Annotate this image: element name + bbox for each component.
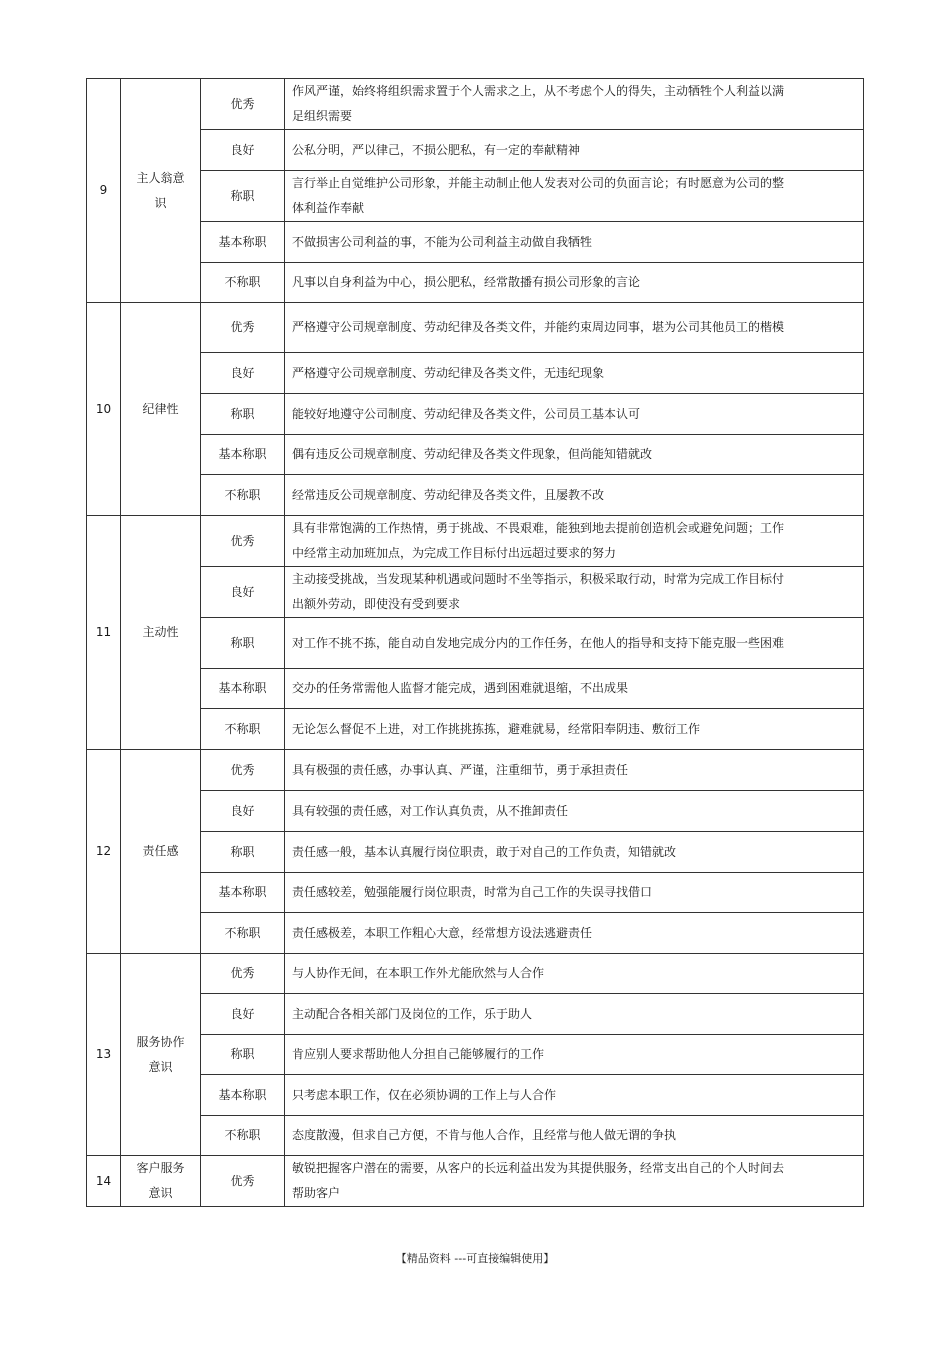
level-label: 良好 bbox=[201, 353, 285, 394]
table-row bbox=[87, 222, 864, 263]
level-label: 良好 bbox=[201, 791, 285, 832]
level-label: 良好 bbox=[201, 130, 285, 171]
table-row bbox=[87, 873, 864, 913]
level-description: 与人协作无间，在本职工作外尤能欣然与人合作 bbox=[285, 954, 864, 994]
level-description: 凡事以自身利益为中心，损公肥私，经常散播有损公司形象的言论 bbox=[285, 263, 864, 303]
table-row bbox=[87, 303, 864, 353]
table-row bbox=[87, 435, 864, 475]
level-label: 不称职 bbox=[201, 1116, 285, 1156]
table-row bbox=[87, 171, 864, 222]
level-label: 基本称职 bbox=[201, 873, 285, 913]
evaluation-table bbox=[86, 78, 864, 1207]
item-name: 服务协作意识 bbox=[121, 954, 201, 1156]
item-number: 11 bbox=[87, 516, 121, 750]
level-label: 良好 bbox=[201, 994, 285, 1035]
level-description: 言行举止自觉维护公司形象，并能主动制止他人发表对公司的负面言论；有时愿意为公司的整体利益作奉献 bbox=[285, 171, 864, 222]
level-label: 优秀 bbox=[201, 79, 285, 130]
level-label: 优秀 bbox=[201, 750, 285, 791]
level-description: 责任感一般，基本认真履行岗位职责，敢于对自己的工作负责，知错就改 bbox=[285, 832, 864, 873]
table-row bbox=[87, 1035, 864, 1075]
table-row bbox=[87, 994, 864, 1035]
table-row bbox=[87, 263, 864, 303]
level-label: 不称职 bbox=[201, 475, 285, 516]
item-number: 14 bbox=[87, 1156, 121, 1207]
level-description: 不做损害公司利益的事，不能为公司利益主动做自我牺牲 bbox=[285, 222, 864, 263]
level-description: 态度散漫，但求自己方便，不肯与他人合作，且经常与他人做无谓的争执 bbox=[285, 1116, 864, 1156]
table-row bbox=[87, 1075, 864, 1116]
level-description: 对工作不挑不拣，能自动自发地完成分内的工作任务，在他人的指导和支持下能克服一些困难 bbox=[285, 618, 864, 669]
item-number: 10 bbox=[87, 303, 121, 516]
level-label: 优秀 bbox=[201, 954, 285, 994]
table-row bbox=[87, 954, 864, 994]
table-row bbox=[87, 750, 864, 791]
table-row bbox=[87, 1156, 864, 1207]
item-name: 客户服务意识 bbox=[121, 1156, 201, 1207]
level-description: 能较好地遵守公司制度、劳动纪律及各类文件，公司员工基本认可 bbox=[285, 394, 864, 435]
level-description: 主动接受挑战，当发现某种机遇或问题时不坐等指示，积极采取行动，时常为完成工作目标付出额外劳动，即使没有受到要求 bbox=[285, 567, 864, 618]
table-row bbox=[87, 394, 864, 435]
table-row bbox=[87, 913, 864, 954]
level-label: 基本称职 bbox=[201, 222, 285, 263]
table-row bbox=[87, 618, 864, 669]
level-description: 严格遵守公司规章制度、劳动纪律及各类文件，并能约束周边同事，堪为公司其他员工的楷模 bbox=[285, 303, 864, 353]
item-number: 13 bbox=[87, 954, 121, 1156]
level-description: 偶有违反公司规章制度、劳动纪律及各类文件现象，但尚能知错就改 bbox=[285, 435, 864, 475]
level-description: 责任感较差，勉强能履行岗位职责，时常为自己工作的失误寻找借口 bbox=[285, 873, 864, 913]
level-label: 称职 bbox=[201, 618, 285, 669]
level-label: 良好 bbox=[201, 567, 285, 618]
level-description: 主动配合各相关部门及岗位的工作，乐于助人 bbox=[285, 994, 864, 1035]
page-footer: 【精品资料 ---可直接编辑使用】 bbox=[395, 1252, 555, 1265]
table-row bbox=[87, 516, 864, 567]
level-label: 称职 bbox=[201, 832, 285, 873]
table-row bbox=[87, 832, 864, 873]
level-description: 敏锐把握客户潜在的需要，从客户的长远利益出发为其提供服务，经常支出自己的个人时间去帮助客户 bbox=[285, 1156, 864, 1207]
level-label: 基本称职 bbox=[201, 1075, 285, 1116]
level-description: 严格遵守公司规章制度、劳动纪律及各类文件，无违纪现象 bbox=[285, 353, 864, 394]
table-row bbox=[87, 669, 864, 709]
level-label: 不称职 bbox=[201, 263, 285, 303]
level-description: 公私分明，严以律己，不损公肥私，有一定的奉献精神 bbox=[285, 130, 864, 171]
item-name: 主动性 bbox=[121, 516, 201, 750]
level-description: 责任感极差，本职工作粗心大意，经常想方设法逃避责任 bbox=[285, 913, 864, 954]
item-number: 12 bbox=[87, 750, 121, 954]
level-label: 优秀 bbox=[201, 1156, 285, 1207]
level-description: 无论怎么督促不上进，对工作挑挑拣拣，避难就易，经常阳奉阴违、敷衍工作 bbox=[285, 709, 864, 750]
level-label: 基本称职 bbox=[201, 669, 285, 709]
level-description: 经常违反公司规章制度、劳动纪律及各类文件，且屡教不改 bbox=[285, 475, 864, 516]
level-label: 不称职 bbox=[201, 709, 285, 750]
item-name: 主人翁意识 bbox=[121, 79, 201, 303]
level-description: 交办的任务常需他人监督才能完成，遇到困难就退缩，不出成果 bbox=[285, 669, 864, 709]
level-description: 具有极强的责任感，办事认真、严谨，注重细节，勇于承担责任 bbox=[285, 750, 864, 791]
table-row bbox=[87, 567, 864, 618]
table-row bbox=[87, 475, 864, 516]
table-row bbox=[87, 130, 864, 171]
evaluation-table-body bbox=[87, 79, 864, 1207]
level-description: 肯应别人要求帮助他人分担自己能够履行的工作 bbox=[285, 1035, 864, 1075]
level-description: 具有较强的责任感，对工作认真负责，从不推卸责任 bbox=[285, 791, 864, 832]
level-label: 称职 bbox=[201, 394, 285, 435]
level-label: 优秀 bbox=[201, 516, 285, 567]
table-row bbox=[87, 353, 864, 394]
level-description: 具有非常饱满的工作热情，勇于挑战、不畏艰难，能独到地去提前创造机会或避免问题；工作中经常主动加班加点，为完成工作目标付出远超过要求的努力 bbox=[285, 516, 864, 567]
level-label: 不称职 bbox=[201, 913, 285, 954]
item-name: 责任感 bbox=[121, 750, 201, 954]
level-label: 称职 bbox=[201, 171, 285, 222]
level-description: 作风严谨，始终将组织需求置于个人需求之上，从不考虑个人的得失，主动牺牲个人利益以满足组织需要 bbox=[285, 79, 864, 130]
level-description: 只考虑本职工作，仅在必须协调的工作上与人合作 bbox=[285, 1075, 864, 1116]
item-number: 9 bbox=[87, 79, 121, 303]
level-label: 基本称职 bbox=[201, 435, 285, 475]
table-row bbox=[87, 709, 864, 750]
table-row bbox=[87, 791, 864, 832]
table-row bbox=[87, 79, 864, 130]
level-label: 优秀 bbox=[201, 303, 285, 353]
level-label: 称职 bbox=[201, 1035, 285, 1075]
table-row bbox=[87, 1116, 864, 1156]
item-name: 纪律性 bbox=[121, 303, 201, 516]
